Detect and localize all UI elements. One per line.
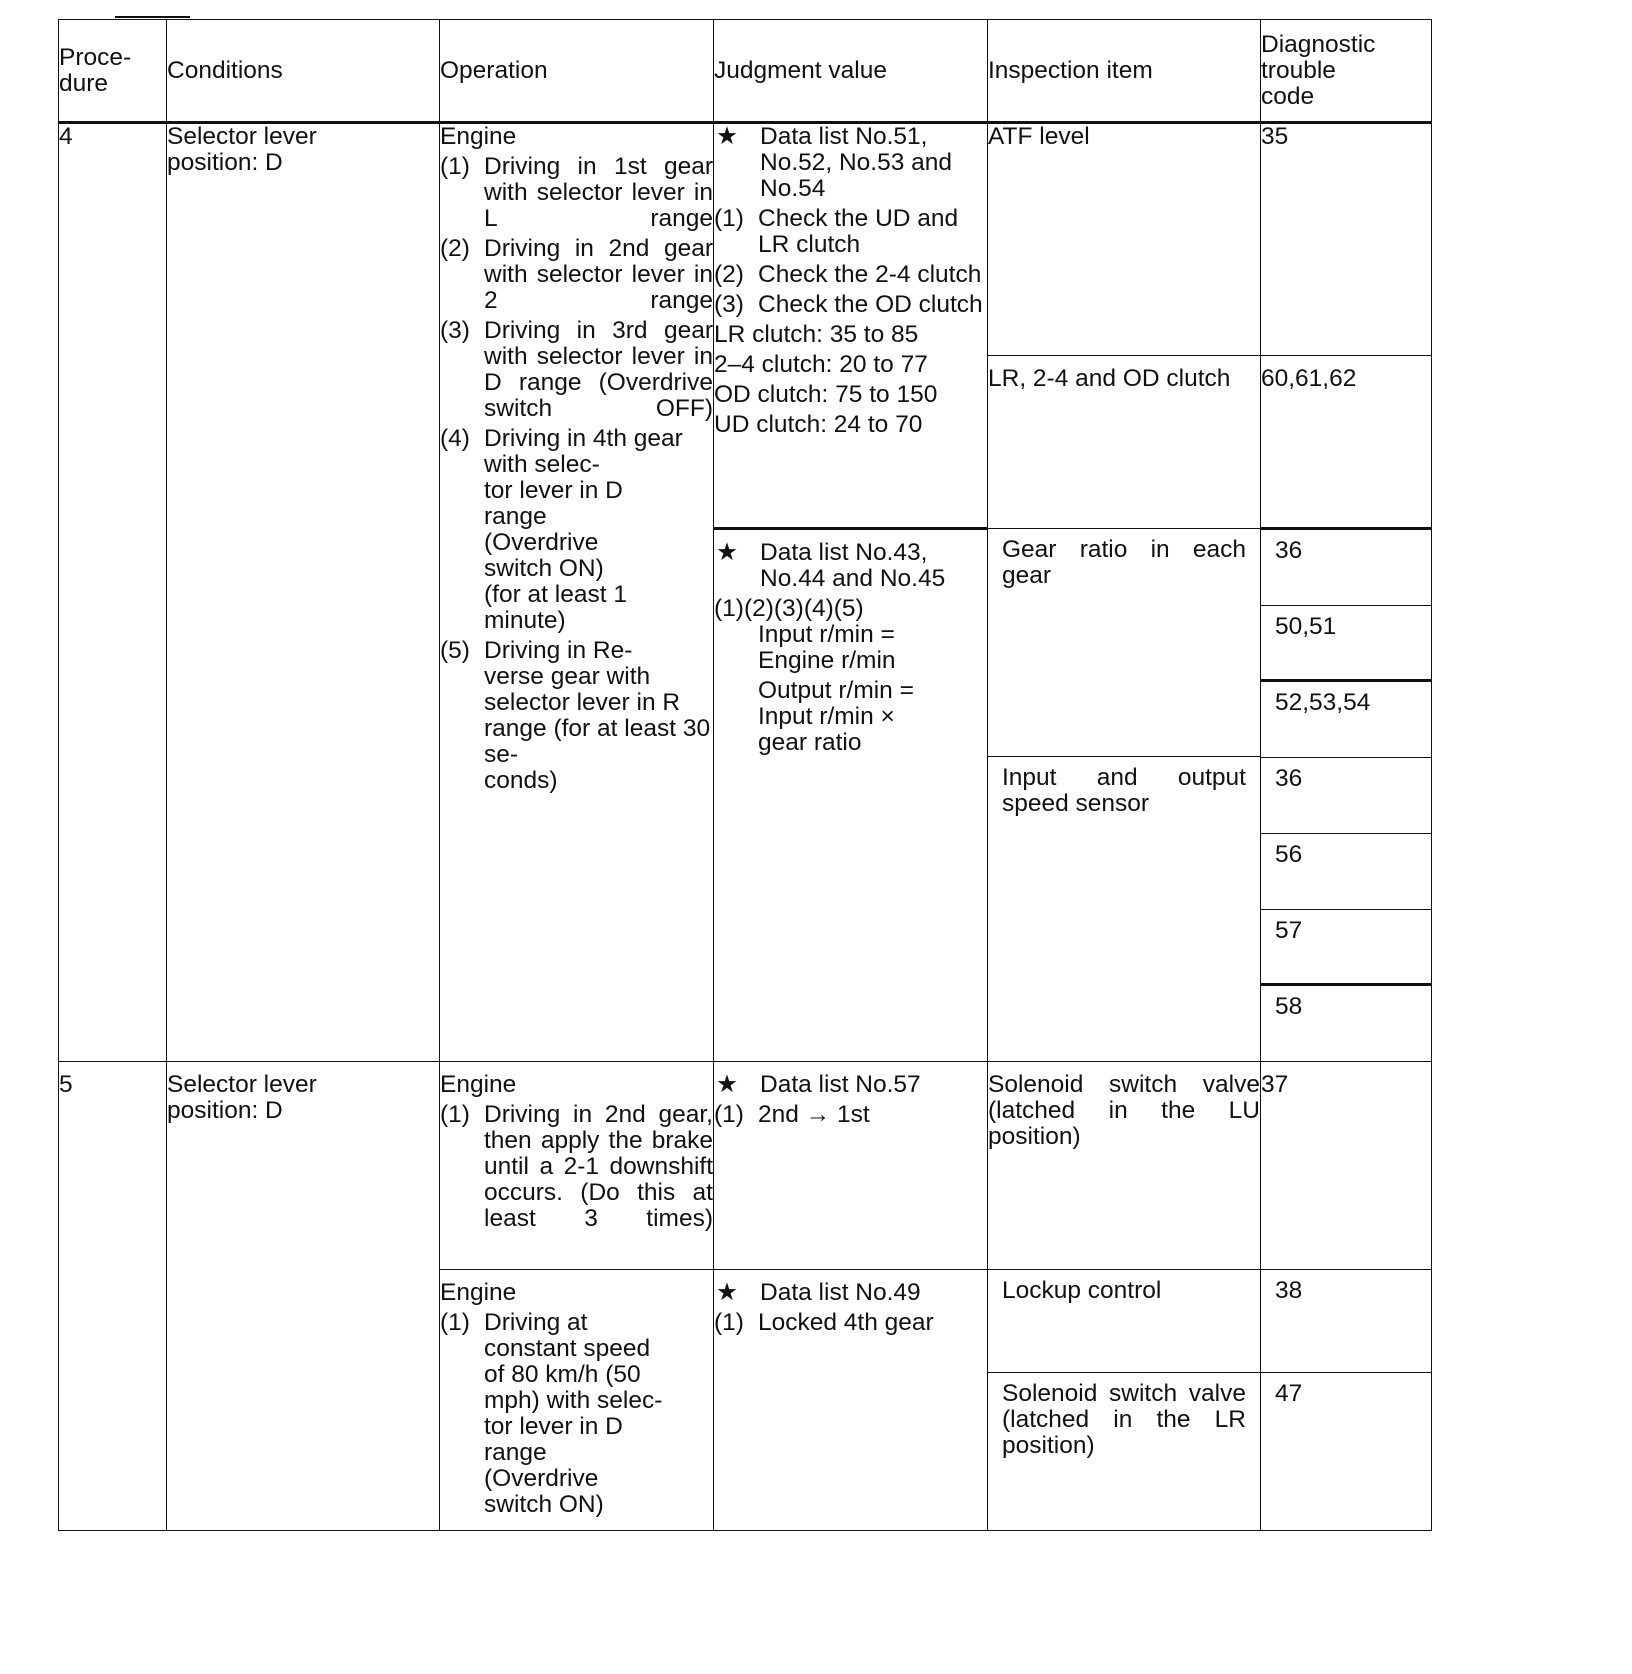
- procedure-4-judgment-clutch: [714, 123, 988, 529]
- data-list-note: ★ Data list No.57: [716, 1071, 921, 1098]
- operation-step: (2) Driving in 2nd gear with selector lever in 2 range: [440, 235, 713, 314]
- dtc-speed-sensor: 58: [1275, 993, 1303, 1020]
- operation-step: (1) Driving in 1st gear with selector lever in L range: [440, 153, 713, 232]
- top-rule: [115, 16, 190, 18]
- dtc-gear-ratio: 52,53,54: [1261, 682, 1431, 758]
- inspection-solenoid-lr: Solenoid switch valve (latched in the LR position): [1002, 1380, 1246, 1459]
- formula-input: Input r/min = Engine r/min: [758, 621, 896, 674]
- procedure-5-conditions: Selector lever position: D: [167, 1062, 440, 1531]
- inspection-lockup-and-solenoid: [988, 1270, 1261, 1531]
- dtc-atf-level: 35: [1261, 123, 1432, 356]
- header-row: [59, 20, 1432, 123]
- procedure-5-judgment-downshift: [714, 1062, 988, 1270]
- procedure-4-operation: [440, 123, 714, 1062]
- dtc-gear-ratio: 36: [1261, 530, 1431, 606]
- dtc-speed-sensor: 56: [1261, 834, 1431, 910]
- data-list-note: ★ Data list No.51, No.52, No.53 and No.54: [716, 123, 953, 202]
- judgment-step: (1) Check the UD and LR clutch: [714, 205, 959, 258]
- clutch-value: OD clutch: 75 to 150: [714, 381, 938, 408]
- procedure-4-row-a: [59, 123, 1432, 356]
- data-list-note: ★ Data list No.49: [716, 1279, 921, 1306]
- operation-step: (1) Driving in 2nd gear, then apply the brake until a 2-1 downshift occurs. (Do this at least 3 times): [440, 1101, 713, 1232]
- operation-step: (4) Driving in 4th gear with selec- tor lever in D range (Overdrive switch ON) (for at least 1 minute): [440, 425, 683, 634]
- data-list-note: ★ Data list No.43, No.44 and No.45: [716, 539, 946, 592]
- dtc-lockup-and-solenoid: [1261, 1270, 1432, 1531]
- dtc-lockup-control: 38: [1261, 1270, 1431, 1373]
- inspection-atf-level: ATF level: [988, 123, 1261, 356]
- procedure-header: Proce- dure: [59, 20, 167, 123]
- inspection-lockup-control: Lockup control: [988, 1270, 1260, 1373]
- clutch-value: 2–4 clutch: 20 to 77: [714, 351, 928, 378]
- procedure-5-number: 5: [59, 1062, 167, 1531]
- inspection-gear-ratio: Gear ratio in each gear: [988, 529, 1260, 757]
- inspection-speed-sensor: Input and output speed sensor: [1002, 764, 1246, 817]
- dtc-solenoid-lr: 47: [1275, 1380, 1303, 1407]
- judgment-step: (3) Check the OD clutch: [714, 291, 983, 318]
- dtc-gear-and-sensor: [1261, 529, 1432, 1062]
- judgment-step: (1) Locked 4th gear: [714, 1309, 934, 1336]
- operation-step: (1) Driving at constant speed of 80 km/h (50 mph) with selec- tor lever in D range (Overdrive switch ON): [440, 1309, 663, 1518]
- judgment-step: (1) 2nd → 1st: [714, 1101, 870, 1128]
- inspection-solenoid-lu: Solenoid switch valve (latched in the LU position): [988, 1062, 1261, 1270]
- operation-header: Operation: [440, 20, 714, 123]
- operation-step: (3) Driving in 3rd gear with selector lever in D range (Overdrive switch OFF): [440, 317, 713, 422]
- operation-title: Engine: [440, 123, 517, 150]
- dtc-speed-sensor: 57: [1261, 910, 1431, 986]
- formula-output: Output r/min = Input r/min × gear ratio: [758, 677, 914, 756]
- procedure-5-operation-constant-speed: [440, 1270, 714, 1531]
- procedure-4-judgment-gear-ratio: [714, 529, 988, 1062]
- clutch-value: UD clutch: 24 to 70: [714, 411, 923, 438]
- clutch-value: LR clutch: 35 to 85: [714, 321, 919, 348]
- dtc-solenoid-lu: 37: [1261, 1062, 1432, 1270]
- dtc-speed-sensor: 36: [1261, 758, 1431, 834]
- inspection-gear-and-sensor: [988, 529, 1261, 1062]
- dtc-header: Diagnostic trouble code: [1261, 20, 1432, 123]
- diagnostic-table: [58, 19, 1432, 1531]
- formula-range: (1)(2)(3)(4)(5): [714, 595, 864, 622]
- inspection-clutch: LR, 2-4 and OD clutch: [988, 356, 1261, 529]
- operation-step: (5) Driving in Re- verse gear with selector lever in R range (for at least 30 se- conds): [440, 637, 711, 794]
- operation-title: Engine: [440, 1071, 517, 1098]
- procedure-5-row-a: [59, 1062, 1432, 1270]
- judgment-step: (2) Check the 2-4 clutch: [714, 261, 982, 288]
- dtc-clutch: 60,61,62: [1261, 356, 1432, 529]
- dtc-gear-ratio: 50,51: [1261, 606, 1431, 682]
- procedure-4-conditions: Selector lever position: D: [167, 123, 440, 1062]
- conditions-header: Conditions: [167, 20, 440, 123]
- operation-title: Engine: [440, 1279, 517, 1306]
- procedure-4-number: 4: [59, 123, 167, 1062]
- procedure-5-judgment-lockup: [714, 1270, 988, 1531]
- inspection-item-header: Inspection item: [988, 20, 1261, 123]
- judgment-value-header: Judgment value: [714, 20, 988, 123]
- procedure-5-operation-downshift: [440, 1062, 714, 1270]
